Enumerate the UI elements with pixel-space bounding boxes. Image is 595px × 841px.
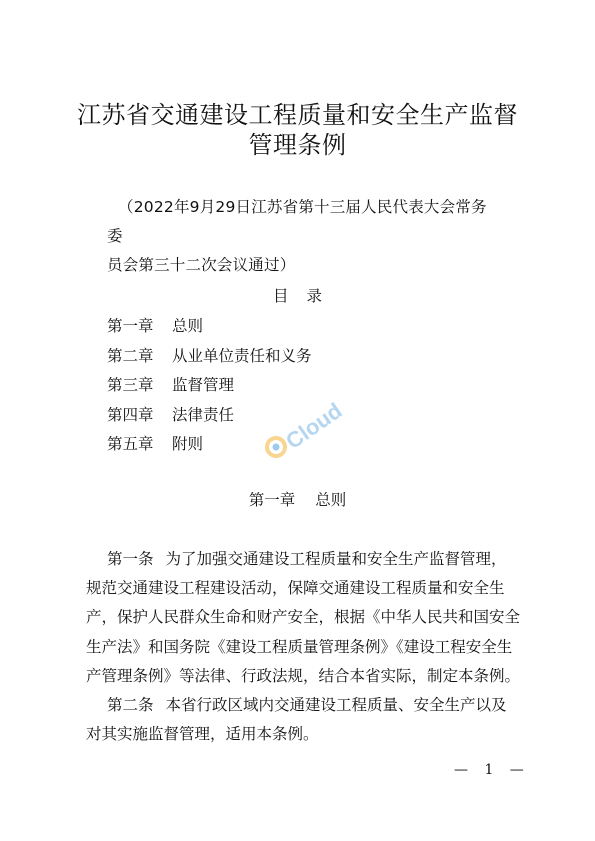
adoption-note bbox=[107, 193, 497, 280]
watermark-dot bbox=[271, 442, 281, 452]
adoption-note-line-1: （2022年9月29日江苏省第十三届人民代表大会常务委 bbox=[107, 198, 487, 245]
toc-chapter-number: 第一章 bbox=[107, 317, 154, 335]
toc-chapter-title: 从业单位责任和义务 bbox=[172, 346, 312, 365]
chapter-title: 总则 bbox=[315, 491, 347, 509]
article-number: 第二条 bbox=[107, 696, 154, 715]
toc-chapter-title: 监督管理 bbox=[172, 376, 235, 394]
article-text-line: 产，保护人民群众生命和财产安全，根据《中华人民共和国安全 bbox=[86, 608, 521, 627]
cloud-watermark-logo bbox=[262, 385, 352, 465]
toc-item bbox=[107, 342, 312, 372]
toc-chapter-title: 法律责任 bbox=[172, 405, 235, 424]
article-text-line: 本省行政区域内交通建设工程质量、安全生产以及 bbox=[165, 696, 507, 715]
article-text-line: 规范交通建设工程建设活动，保障交通建设工程质量和安全生 bbox=[86, 579, 505, 598]
article-text-line: 生产法》和国务院《建设工程质量管理条例》《建设工程安全生 bbox=[86, 637, 513, 656]
article-number: 第一条 bbox=[107, 550, 154, 568]
article-text-line: 为了加强交通建设工程质量和安全生产监督管理， bbox=[165, 550, 507, 568]
article-body bbox=[86, 545, 521, 749]
adoption-note-line-2: 员会第三十二次会议通过） bbox=[107, 256, 296, 274]
article-text-line: 对其实施监督管理，适用本条例。 bbox=[86, 725, 319, 744]
toc-chapter-number: 第二章 bbox=[107, 346, 154, 365]
toc-chapter-number: 第五章 bbox=[107, 435, 154, 453]
article-text-line: 产管理条例》等法律、行政法规，结合本省实际，制定本条例。 bbox=[86, 666, 521, 685]
watermark-text: Cloud bbox=[281, 397, 347, 455]
toc-chapter-title: 附则 bbox=[172, 435, 204, 453]
toc-item bbox=[107, 312, 312, 342]
toc-chapter-title: 总则 bbox=[172, 317, 204, 335]
toc-heading: 目录 bbox=[272, 287, 340, 305]
page-number: — 1 — bbox=[454, 762, 530, 778]
chapter-heading bbox=[0, 488, 595, 510]
document-title-line-2: 管理条例 bbox=[248, 131, 347, 159]
document-title-line-1: 江苏省交通建设工程质量和安全生产监督 bbox=[77, 101, 518, 129]
chapter-number: 第一章 bbox=[248, 491, 296, 509]
toc-chapter-number: 第四章 bbox=[107, 405, 154, 424]
article-paragraph bbox=[86, 545, 521, 691]
article-paragraph bbox=[86, 691, 520, 749]
toc-chapter-number: 第三章 bbox=[107, 376, 154, 394]
